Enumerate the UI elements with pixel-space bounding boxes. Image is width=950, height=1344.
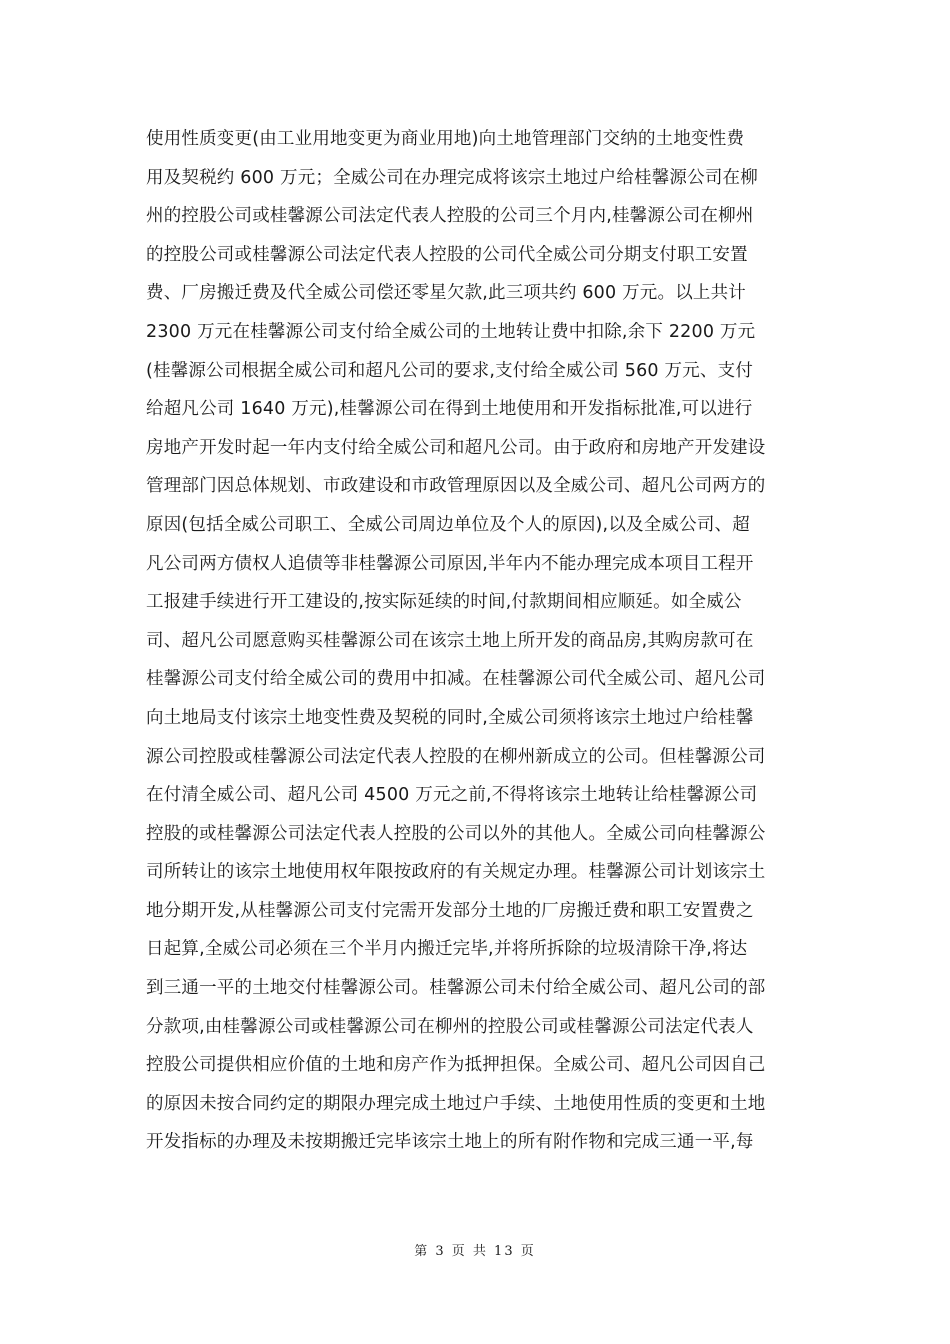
text-line: 日起算,全威公司必须在三个半月内搬迁完毕,并将所拆除的垃圾清除干净,将达 xyxy=(146,939,748,960)
text-line: 使用性质变更(由工业用地变更为商业用地)向土地管理部门交纳的土地变性费 xyxy=(146,129,745,149)
text-line: (桂馨源公司根据全威公司和超凡公司的要求,支付给全威公司 560 万元、支付 xyxy=(146,360,754,381)
text-line: 州的控股公司或桂馨源公司法定代表人控股的公司三个月内,桂馨源公司在柳州 xyxy=(146,206,754,227)
body-paragraph xyxy=(146,120,812,1162)
text-line: 房地产开发时起一年内支付给全威公司和超凡公司。由于政府和房地产开发建设 xyxy=(146,437,766,458)
text-line: 地分期开发,从桂馨源公司支付完需开发部分土地的厂房搬迁费和职工安置费之 xyxy=(146,900,754,921)
text-line: 分款项,由桂馨源公司或桂馨源公司在柳州的控股公司或桂馨源公司法定代表人 xyxy=(146,1016,754,1037)
text-line: 工报建手续进行开工建设的,按实际延续的时间,付款期间相应顺延。如全威公 xyxy=(146,592,742,613)
text-line: 在付清全威公司、超凡公司 4500 万元之前,不得将该宗土地转让给桂馨源公司 xyxy=(146,785,758,806)
text-line: 用及契税约 600 万元；全威公司在办理完成将该宗土地过户给桂馨源公司在柳 xyxy=(146,167,758,188)
text-line: 给超凡公司 1640 万元),桂馨源公司在得到土地使用和开发指标批准,可以进行 xyxy=(146,399,753,420)
text-line: 2300 万元在桂馨源公司支付给全威公司的土地转让费中扣除,余下 2200 万元 xyxy=(146,321,756,342)
text-line: 控股公司提供相应价值的土地和房产作为抵押担保。全威公司、超凡公司因自己 xyxy=(146,1055,766,1076)
text-line: 司所转让的该宗土地使用权年限按政府的有关规定办理。桂馨源公司计划该宗土 xyxy=(146,862,766,883)
text-line: 费、厂房搬迁费及代全威公司偿还零星欠款,此三项共约 600 万元。以上共计 xyxy=(146,283,746,304)
page-number-footer: 第 3 页 共 13 页 xyxy=(414,1244,536,1259)
text-line: 的控股公司或桂馨源公司法定代表人控股的公司代全威公司分期支付职工安置 xyxy=(146,244,748,265)
text-line: 向土地局支付该宗土地变性费及契税的同时,全威公司须将该宗土地过户给桂馨 xyxy=(146,707,754,728)
text-line: 到三通一平的土地交付桂馨源公司。桂馨源公司未付给全威公司、超凡公司的部 xyxy=(146,978,766,999)
text-line: 司、超凡公司愿意购买桂馨源公司在该宗土地上所开发的商品房,其购房款可在 xyxy=(146,630,754,651)
text-line: 开发指标的办理及未按期搬迁完毕该宗土地上的所有附作物和完成三通一平,每 xyxy=(146,1132,754,1153)
text-line: 管理部门因总体规划、市政建设和市政管理原因以及全威公司、超凡公司两方的 xyxy=(146,476,766,497)
text-line: 的原因未按合同约定的期限办理完成土地过户手续、土地使用性质的变更和土地 xyxy=(146,1093,766,1114)
text-line: 原因(包括全威公司职工、全威公司周边单位及个人的原因),以及全威公司、超 xyxy=(146,514,750,535)
text-line: 桂馨源公司支付给全威公司的费用中扣减。在桂馨源公司代全威公司、超凡公司 xyxy=(146,669,766,690)
text-line: 凡公司两方债权人追债等非桂馨源公司原因,半年内不能办理完成本项目工程开 xyxy=(146,553,754,574)
text-line: 源公司控股或桂馨源公司法定代表人控股的在柳州新成立的公司。但桂馨源公司 xyxy=(146,746,766,767)
text-line: 控股的或桂馨源公司法定代表人控股的公司以外的其他人。全威公司向桂馨源公 xyxy=(146,823,766,844)
